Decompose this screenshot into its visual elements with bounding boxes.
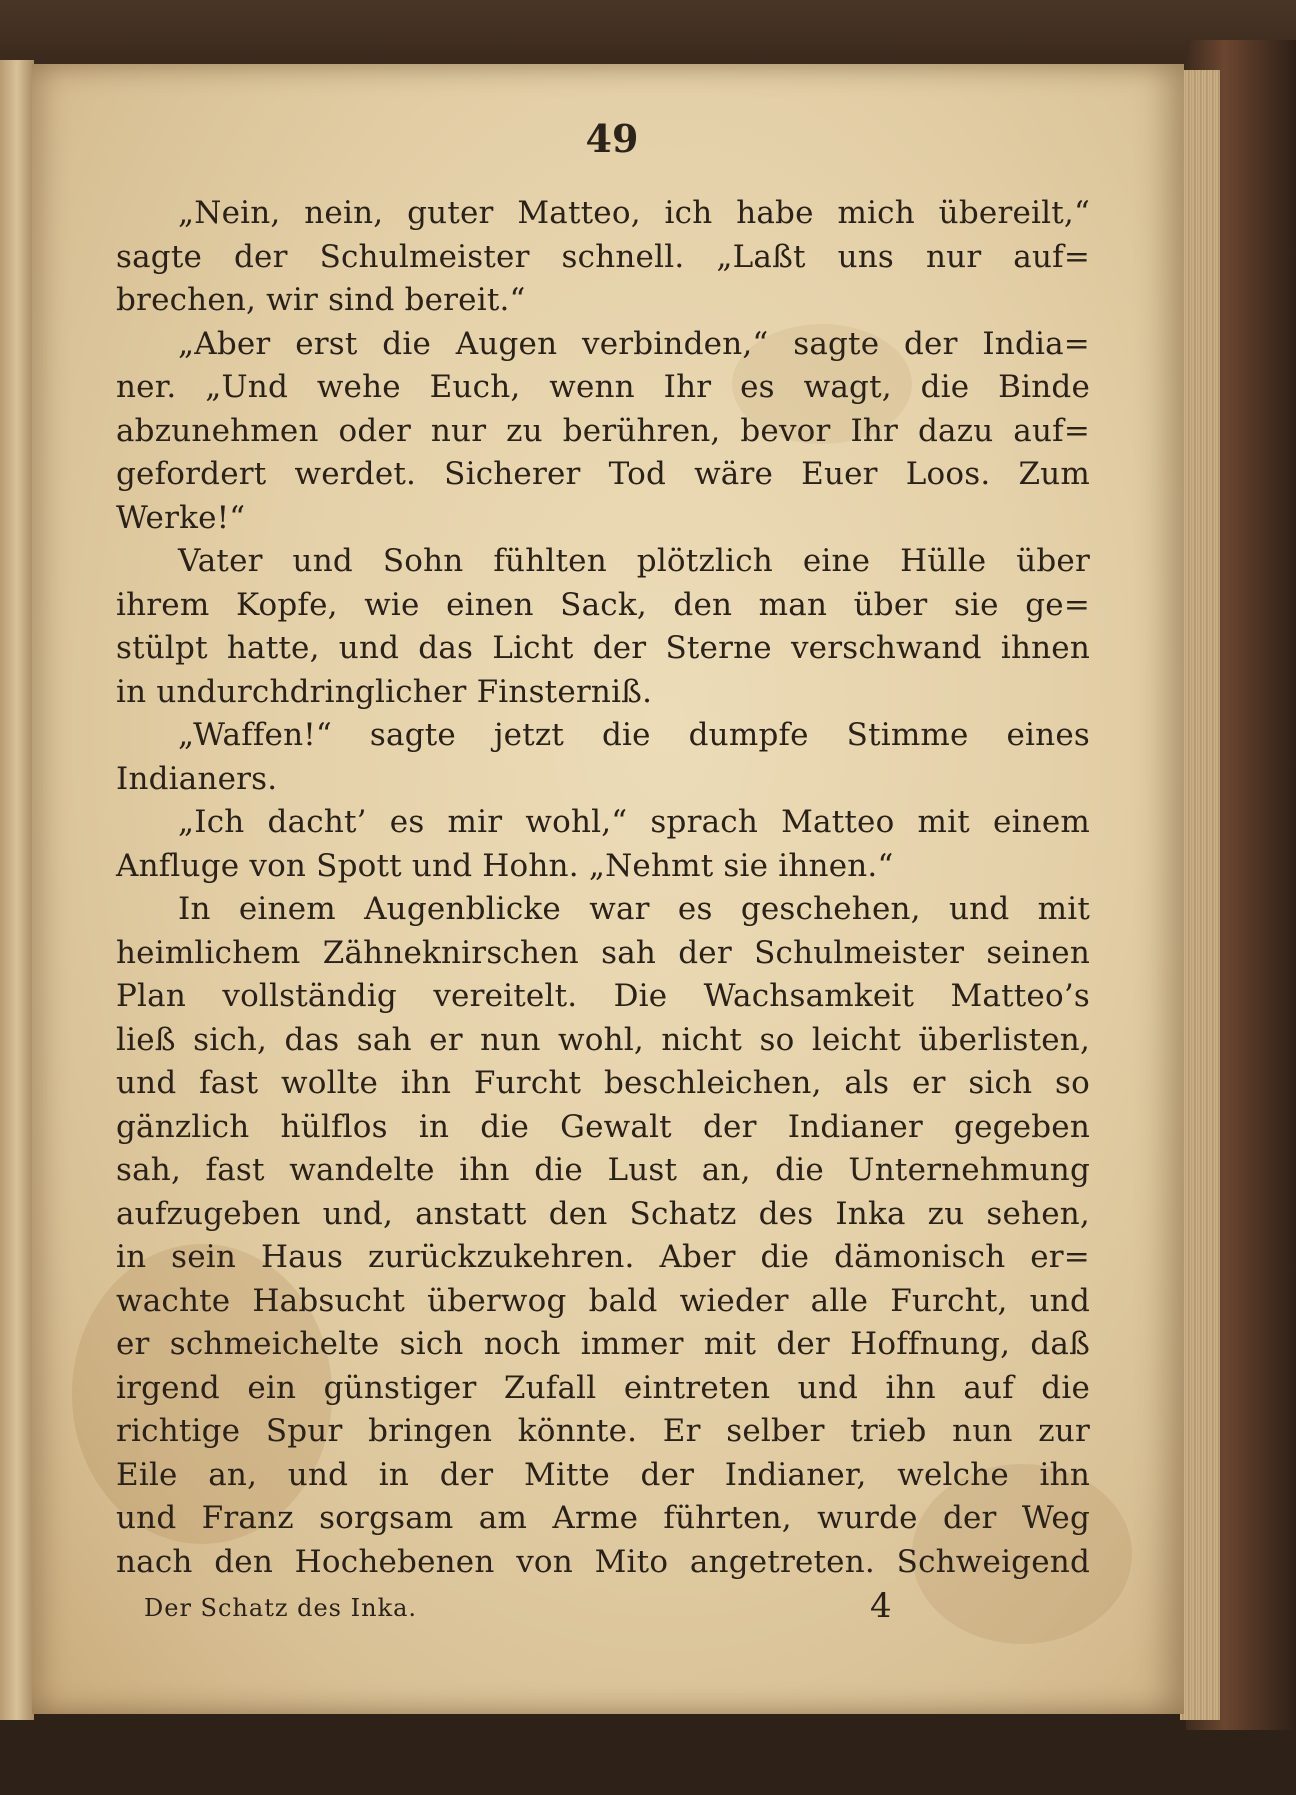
text-line: Indianers. (116, 760, 278, 797)
text-line: und fast wollte ihn Furcht beschleichen, als er sich so (116, 1065, 1090, 1101)
text-line: wachte Habsucht überwog bald wieder alle Furcht, und (116, 1282, 1090, 1319)
text-line: er schmeichelte sich noch immer mit der Hoffnung, daß (116, 1326, 1090, 1362)
page-number: 49 (585, 116, 639, 161)
book-page (32, 64, 1184, 1714)
text-line: aufzugeben und, anstatt den Schatz des Inka zu sehen, (116, 1195, 1090, 1232)
text-line: Anfluge von Spott und Hohn. „Nehmt sie ihnen.“ (116, 847, 894, 884)
text-line: in undurchdringlicher Finsterniß. (116, 673, 653, 710)
text-line: ihrem Kopfe, wie einen Sack, den man über sie ge= (116, 586, 1090, 623)
text-line: ner. „Und wehe Euch, wenn Ihr es wagt, die Binde (116, 369, 1090, 405)
text-line: richtige Spur bringen könnte. Er selber trieb nun zur (116, 1413, 1090, 1449)
facing-page-edge (0, 60, 34, 1720)
text-line: „Nein, nein, guter Matteo, ich habe mich übereilt,“ (178, 195, 1090, 231)
text-line: Eile an, und in der Mitte der Indianer, welche ihn (116, 1456, 1090, 1493)
text-line: gefordert werdet. Sicherer Tod wäre Euer Loos. Zum (116, 456, 1090, 492)
text-line: „Waffen!“ sagte jetzt die dumpfe Stimme eines (178, 717, 1090, 753)
text-line: sagte der Schulmeister schnell. „Laßt uns nur auf= (116, 238, 1090, 275)
book-cover-top-edge (0, 0, 1296, 60)
printer-signature-mark: Der Schatz des Inka. (144, 1594, 418, 1622)
text-line: Plan vollständig vereitelt. Die Wachsamkeit Matteo’s (116, 978, 1090, 1014)
text-line: nach den Hochebenen von Mito angetreten. Schweigend (116, 1543, 1090, 1580)
text-line: brechen, wir sind bereit.“ (116, 282, 526, 318)
text-line: stülpt hatte, und das Licht der Sterne verschwand ihnen (116, 630, 1090, 666)
sheet-signature-number: 4 (870, 1586, 892, 1626)
text-line: irgend ein günstiger Zufall eintreten und ihn auf die (116, 1369, 1090, 1406)
text-line: „Ich dacht’ es mir wohl,“ sprach Matteo mit einem (178, 804, 1090, 840)
text-line: heimlichem Zähneknirschen sah der Schulmeister seinen (116, 934, 1090, 971)
text-line: „Aber erst die Augen verbinden,“ sagte der India= (178, 325, 1090, 362)
text-line: In einem Augenblicke war es geschehen, und mit (178, 891, 1090, 927)
body-text (116, 192, 1090, 1584)
page-stack-edges (1180, 70, 1220, 1720)
text-line: und Franz sorgsam am Arme führten, wurde der Weg (116, 1500, 1090, 1536)
text-line: gänzlich hülflos in die Gewalt der Indianer gegeben (116, 1108, 1090, 1145)
text-line: sah, fast wandelte ihn die Lust an, die Unternehmung (116, 1152, 1090, 1188)
text-line: abzunehmen oder nur zu berühren, bevor Ihr dazu auf= (116, 412, 1090, 449)
text-line: Vater und Sohn fühlten plötzlich eine Hülle über (178, 543, 1090, 579)
text-line: Werke!“ (116, 499, 246, 536)
text-line: ließ sich, das sah er nun wohl, nicht so leicht überlisten, (116, 1021, 1090, 1058)
text-line: in sein Haus zurückzukehren. Aber die dämonisch er= (116, 1239, 1090, 1275)
